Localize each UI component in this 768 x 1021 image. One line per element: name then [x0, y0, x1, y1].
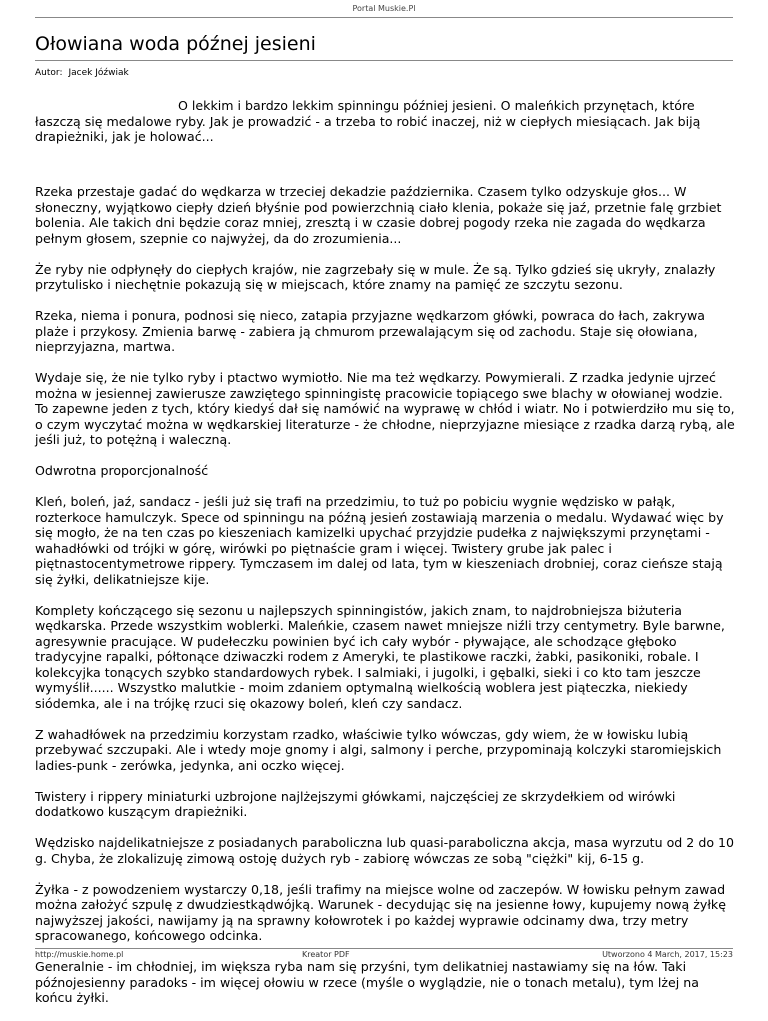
author-name: Jacek Jóźwiak	[68, 68, 129, 78]
article-lead: O lekkim i bardzo lekkim spinningu później jesieni. O maleńkich przynętach, które łaszczą się medalowe ryby. Jak je prowadzić - a trzeba to robić inaczej, niż w ciepłych miesiącach. Jak biją drapieżniki, jak je holować...	[35, 98, 701, 144]
article-body	[35, 184, 737, 1021]
header-divider	[35, 17, 733, 18]
paragraph-6: Komplety kończącego się sezonu u najlepszych spinningistów, jakich znam, to najdrobniejsza biżuteria wędkarska. Przede wszystkim woblerki. Maleńkie, czasem nawet mniejsze niźli trzy centymetry. Byle barwne, agresywnie pracujące. W pudełeczku powinien być ich cały wybór - pływające, ale schodzące głęboko tradycyjne rapalki, półtonące dziwaczki rodem z Ameryki, te plastikowe raczki, żabki, pasikoniki, robale. I kolekcyjka tonących szybko standardowych rybek. I salmiaki, i jugolki, i gębalki, sieki i co kto tam jeszcze wymyślił...... Wszystko malutkie - moim zdaniem optymalną wielkością woblera jest piąteczka, niekiedy siódemka, ale i na trójkę rzuci się okazowy boleń, kleń czy sandacz.	[35, 602, 725, 711]
paragraph-11: Generalnie - im chłodniej, im większa ryba nam się przyśni, tym delikatniej nastawiamy się na łów. Taki późnojesienny paradoks - im więcej ołowiu w rzece (myśle o wyglądzie, nie o tonach metalu), tym lżej na końcu żyłki.	[35, 959, 699, 1005]
article-title: Ołowiana woda późnej jesieni	[35, 33, 316, 55]
footer-divider	[35, 948, 733, 949]
paragraph-7: Z wahadłówek na przedzimiu korzystam rzadko, właściwie tylko wówczas, gdy wiem, że w łowisku lubią przebywać szczupaki. Ale i wtedy moje gnomy i algi, salmony i perche, przypominają kolczyki staromiejskich ladies-punk - zerówka, jedynka, ani oczko więcej.	[35, 726, 722, 773]
paragraph-4: Wydaje się, że nie tylko ryby i ptactwo wymiotło. Nie ma też wędkarzy. Powymierali. Z rzadka jedynie ujrzeć można w jesiennej zawierusze zawziętego spinningistę pracowicie topiącego swe blachy w ołowianej wodzie. To zapewne jeden z tych, który kiedyś dał się namówić na wyprawę w chłód i wiatr. No i potwierdziło mu się to, o czym wyczytać można w wędkarskiej literaturze - że chłodne, nieprzyjazne miesiące z rzadka darzą rybą, ale jeśli już, to potężną i waleczną.	[35, 370, 735, 447]
footer-creator: Kreator PDF	[302, 950, 350, 959]
author-label: Autor:	[35, 68, 63, 78]
paragraph-1: Rzeka przestaje gadać do wędkarza w trzeciej dekadzie października. Czasem tylko odzyskuje głos... W słoneczny, wyjątkowo ciepły dzień błyśnie pod powierzchnią ciało klenia, pokaże się jaź, przetnie falę grzbiet bolenia. Ale takich dni będzie coraz mniej, zresztą i w czasie dobrej pogody rzeka nie zagada do wędkarza pełnym głosem, szepnie co najwyżej, da do zrozumienia...	[35, 184, 722, 246]
section-heading: Odwrotna proporcjonalność	[35, 463, 209, 478]
paragraph-3: Rzeka, niema i ponura, podnosi się nieco, zatapia przyjazne wędkarzom główki, powraca do łach, zakrywa plaże i przykosy. Zmienia barwę - zabiera ją chmurom przewalającym się od zachodu. Staje się ołowiana, nieprzyjazna, martwa.	[35, 308, 705, 354]
paragraph-2: Że ryby nie odpłynęły do ciepłych krajów, nie zagrzebały się w mule. Że są. Tylko gdzieś się ukryły, znalazły przytulisko i niechętnie pokazują się w miejscach, które znamy na pamięć ze szczytu sezonu.	[35, 261, 716, 292]
paragraph-5: Kleń, boleń, jaź, sandacz - jeśli już się trafi na przedzimiu, to tuż po pobiciu wygnie wędzisko w pałąk, rozterkoce hamulczyk. Spece od spinningu na późną jesień zostawiają marzenia o medalu. Wydawać więc by się mogło, że na ten czas po kieszeniach kamizelki upychać przyjdzie pudełka z największymi przynętami - wahadłówki od trójki w górę, wirówki po piętnaście gram i więcej. Twistery grube jak palec i piętnastocentymetrowe rippery. Tymczasem im dalej od lata, tym w kieszeniach drobniej, coraz cieńsze stają się żyłki, delikatniejsze kije.	[35, 494, 724, 587]
title-divider	[35, 60, 733, 61]
footer-created-date: Utworzono 4 March, 2017, 15:23	[602, 950, 733, 959]
author-line	[35, 68, 129, 78]
footer-url[interactable]: http://muskie.home.pl	[35, 950, 124, 959]
paragraph-8: Twistery i rippery miniaturki uzbrojone najlżejszymi główkami, najczęściej ze skrzydełkiem od wirówki dodatkowo kuszącym drapieżniki.	[35, 788, 676, 819]
paragraph-9: Wędzisko najdelikatniejsze z posiadanych paraboliczna lub quasi-paraboliczna akcja, masa wyrzutu od 2 do 10 g. Chyba, że zlokalizuję zimową ostoję dużych ryb - zabiorę wówczas ze sobą "ciężki" kij, 6-15 g.	[35, 835, 735, 866]
site-header: Portal Muskie.Pl	[352, 4, 416, 13]
paragraph-10: Żyłka - z powodzeniem wystarczy 0,18, jeśli trafimy na miejsce wolne od zaczepów. W łowisku pełnym zawad można założyć szpulę z dwudziestkądwójką. Warunek - decydując się na jesienne łowy, kupujemy nową żyłkę najwyższej jakości, nawijamy ją na sprawny kołowrotek i po każdej wyprawie odcinamy dwa, trzy metry spracowanego, końcowego odcinka.	[35, 881, 726, 943]
